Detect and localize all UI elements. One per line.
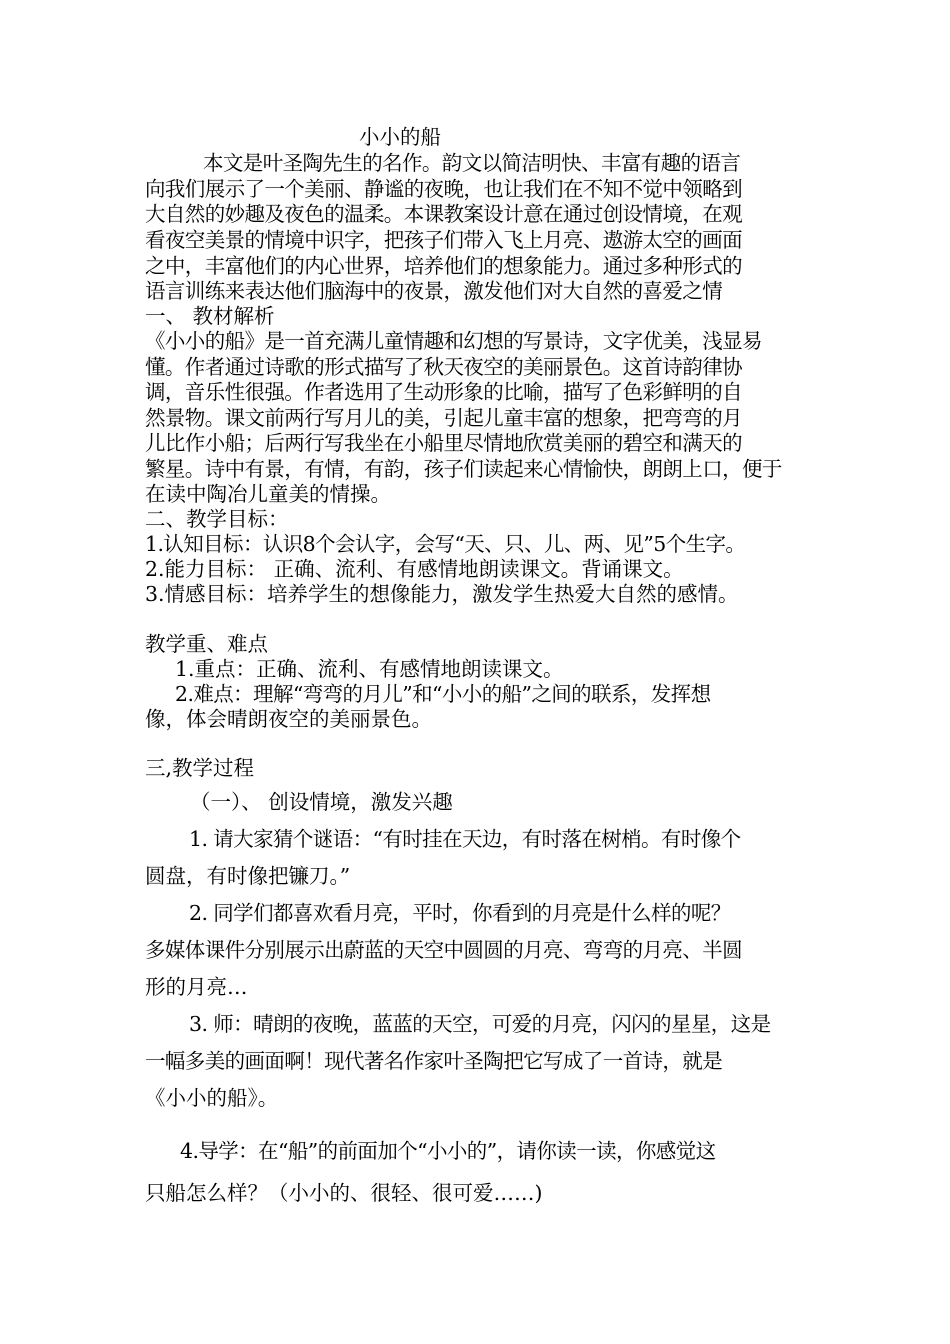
- section-heading: 三,教学过程: [145, 756, 255, 780]
- section-heading: 教学重、难点: [145, 632, 268, 656]
- analysis-line: 调，音乐性很强。作者选用了生动形象的比喻，描写了色彩鲜明的自: [145, 380, 742, 404]
- intro-line: 向我们展示了一个美丽、静谧的夜晚，也让我们在不知不觉中领略到: [145, 177, 742, 201]
- intro-line: 之中，丰富他们的内心世界，培养他们的想象能力。通过多种形式的: [145, 254, 742, 278]
- analysis-line: 《小小的船》是一首充满儿童情趣和幻想的写景诗，文字优美，浅显易: [145, 329, 762, 353]
- process-step: 1. 请大家猜个谜语：“有时挂在天边，有时落在树梢。有时像个: [189, 827, 741, 851]
- section-heading: 二、教学目标：: [145, 507, 289, 531]
- document-title: 小小的船: [359, 125, 441, 149]
- intro-line: 语言训练来表达他们脑海中的夜景，激发他们对大自然的喜爱之情: [145, 279, 723, 303]
- goal-item: 2.能力目标： 正确、流利、有感情地朗读课文。背诵课文。: [145, 557, 684, 581]
- key-point-item: 1.重点：正确、流利、有感情地朗读课文。: [175, 657, 564, 681]
- goal-item: 3.情感目标：培养学生的想像能力，激发学生热爱大自然的感情。: [145, 582, 739, 606]
- analysis-line: 在读中陶冶儿童美的情操。: [145, 482, 391, 506]
- process-step: 2. 同学们都喜欢看月亮，平时，你看到的月亮是什么样的呢？: [189, 901, 731, 925]
- intro-line: 大自然的妙趣及夜色的温柔。本课教案设计意在通过创设情境，在观: [145, 202, 742, 226]
- key-point-item: 2.难点：理解“弯弯的月儿”和“小小的船”之间的联系，发挥想: [175, 682, 711, 706]
- intro-line: 看夜空美景的情境中识字，把孩子们带入飞上月亮、遨游太空的画面: [145, 228, 742, 252]
- process-step: 多媒体课件分别展示出蔚蓝的天空中圆圆的月亮、弯弯的月亮、半圆: [145, 938, 742, 962]
- process-step: 一幅多美的画面啊！现代著名作家叶圣陶把它写成了一首诗，就是: [145, 1049, 723, 1073]
- process-step: 只船怎么样？（小小的、很轻、很可爱……): [145, 1181, 543, 1205]
- process-step: 圆盘，有时像把镰刀。”: [145, 864, 351, 888]
- intro-line: 本文是叶圣陶先生的名作。韵文以简洁明快、丰富有趣的语言: [203, 151, 741, 175]
- section-heading: 一、 教材解析: [145, 304, 275, 328]
- key-point-item: 像，体会晴朗夜空的美丽景色。: [145, 707, 432, 731]
- subsection-heading: （一）、 创设情境，激发兴趣: [190, 790, 453, 814]
- goal-item: 1.认知目标：认识8个会认字，会写“天、只、儿、两、见”5个生字。: [145, 532, 746, 556]
- analysis-line: 然景物。课文前两行写月儿的美，引起儿童丰富的想象，把弯弯的月: [145, 406, 742, 430]
- analysis-line: 儿比作小船；后两行写我坐在小船里尽情地欣赏美丽的碧空和满天的: [145, 431, 742, 455]
- process-step: 《小小的船》。: [145, 1086, 279, 1110]
- analysis-line: 懂。作者通过诗歌的形式描写了秋天夜空的美丽景色。这首诗韵律协: [145, 355, 742, 379]
- process-step: 4.导学：在“船”的前面加个“小小的”，请你读一读，你感觉这: [180, 1139, 716, 1163]
- process-step: 3. 师：晴朗的夜晚，蓝蓝的天空，可爱的月亮，闪闪的星星，这是: [189, 1012, 771, 1036]
- process-step: 形的月亮…: [145, 975, 248, 999]
- analysis-line: 繁星。诗中有景，有情，有韵，孩子们读起来心情愉快，朗朗上口，便于: [145, 457, 782, 481]
